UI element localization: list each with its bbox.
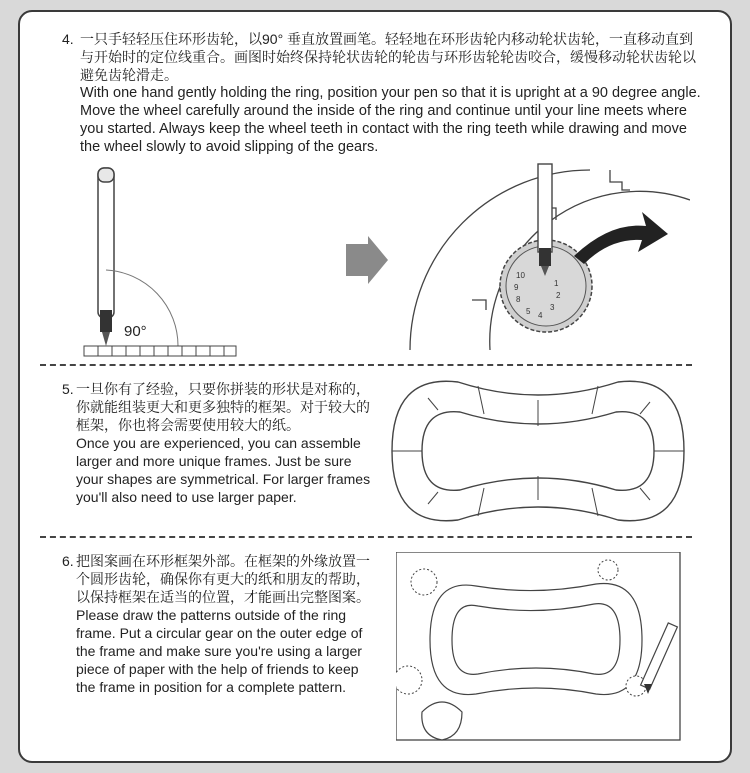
- step-6-text-en: Please draw the patterns outside of the ring frame. Put a circular gear on the outer edge of the frame and make sure you're using a larger piece of paper with the help of friends to keep the frame in position for a complete pattern.: [76, 607, 363, 695]
- svg-text:8: 8: [516, 295, 521, 304]
- large-frame-illustration: [388, 378, 688, 524]
- svg-text:1: 1: [554, 279, 559, 288]
- direction-arrow-icon: [574, 212, 668, 264]
- section-divider: [40, 364, 692, 366]
- step-6-text: [62, 552, 374, 696]
- svg-text:10: 10: [516, 271, 525, 280]
- step-4-number: 4.: [62, 31, 74, 47]
- outside-pattern-illustration: [396, 552, 702, 748]
- angle-label: 90°: [124, 323, 147, 340]
- ring-segment: [84, 346, 236, 356]
- svg-text:9: 9: [514, 283, 519, 292]
- step-5-number: 5.: [62, 381, 74, 397]
- section-divider: [40, 536, 692, 538]
- svg-text:5: 5: [526, 307, 531, 316]
- step-6-text-cn: 把图案画在环形框架外部。在框架的外缘放置一个圆形齿轮，确保你有更大的纸和朋友的帮助，以保持框架在适当的位置，才能画出完整图案。: [76, 553, 370, 605]
- transition-arrow-icon: [346, 236, 388, 284]
- step-4-text-cn: 一只手轻轻压住环形齿轮，以90° 垂直放置画笔。轻轻地在环形齿轮内移动轮状齿轮，一直移动直到与开始时的定位线重合。画图时始终保持轮状齿轮的轮齿与环形齿轮轮齿咬合，缓慢移动轮状齿轮以避免齿轮滑走。: [80, 31, 696, 83]
- step-5-text-cn: 一旦你有了经验，只要你拼装的形状是对称的，你就能组装更大和更多独特的框架。对于较大的框架，你也将会需要使用较大的纸。: [76, 381, 370, 433]
- step-5-text: [62, 380, 378, 506]
- step-4-illustration: [70, 160, 690, 360]
- step-4-text: [62, 30, 702, 156]
- svg-text:3: 3: [550, 303, 555, 312]
- pen-icon: [98, 168, 114, 346]
- svg-text:4: 4: [538, 311, 543, 320]
- step-4-text-en: With one hand gently holding the ring, position your pen so that it is upright at a 90 degree angle. Move the wheel carefully around the inside of the ring and continue until your line meets where you started. Always keep the wheel teeth in contact with the ring teeth while drawing and move the wheel slowly to avoid slipping of the gears.: [80, 85, 701, 155]
- step-6-number: 6.: [62, 553, 74, 569]
- upright-pen-icon: [538, 164, 552, 276]
- step-5-text-en: Once you are experienced, you can assemble larger and more unique frames. Just be sure your shapes are symmetrical. For larger frames you'll also need to use larger paper.: [76, 435, 371, 505]
- svg-text:2: 2: [556, 291, 561, 300]
